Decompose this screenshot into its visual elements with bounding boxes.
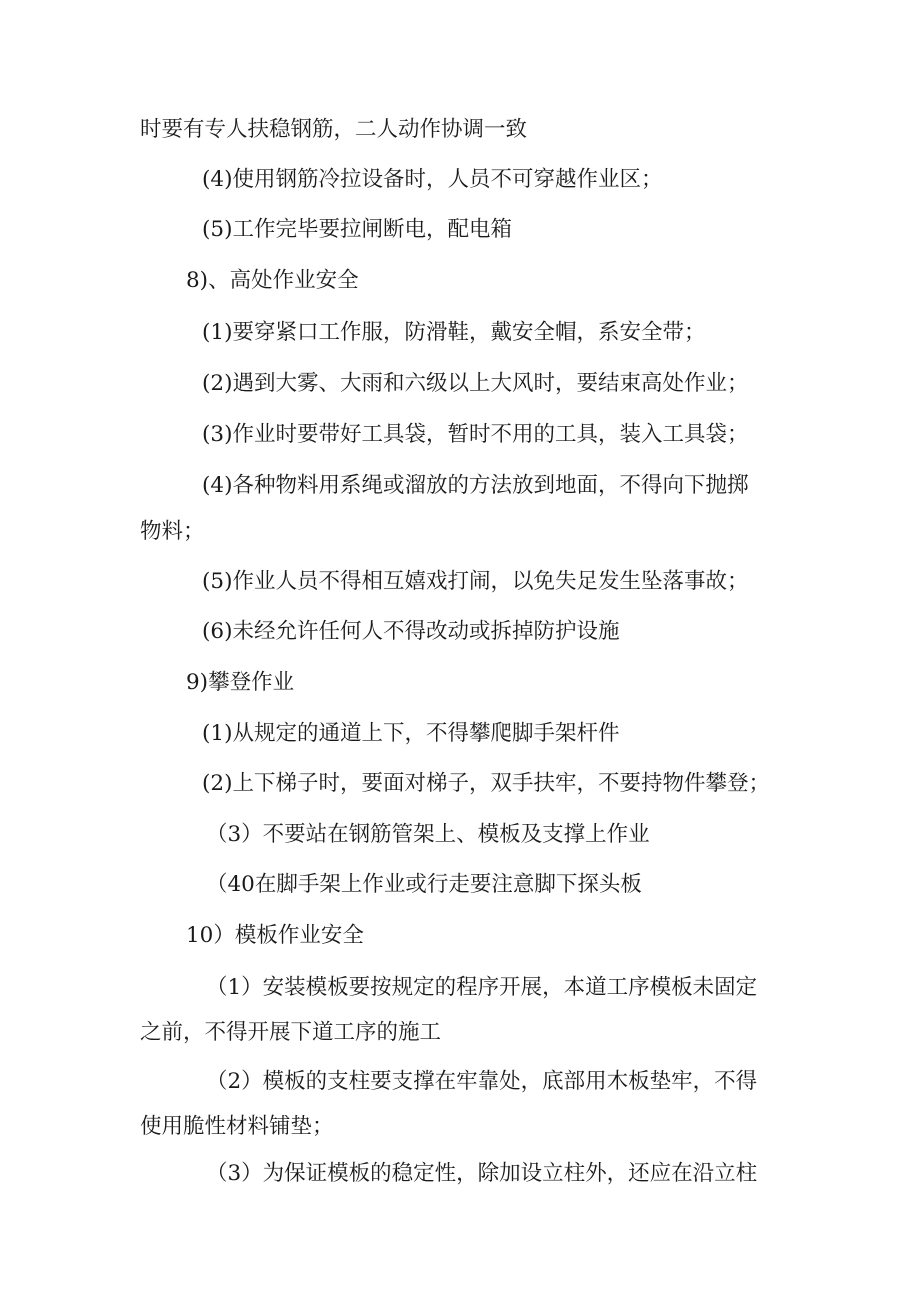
text-line: （2）模板的支柱要支撑在牢靠处，底部用木板垫牢，不得 [206,1069,758,1094]
text-line: (2)遇到大雾、大雨和六级以上大风时，要结束高处作业； [202,371,749,396]
text-line: 之前，不得开展下道工序的施工 [140,1020,442,1045]
text-line: 物料； [140,519,205,544]
section-heading: 10）模板作业安全 [186,923,364,948]
text-line: (5)作业人员不得相互嬉戏打闹，以免失足发生坠落事故； [202,569,749,594]
text-line: 使用脆性材料铺垫； [140,1114,334,1139]
text-line: (6)未经允许任何人不得改动或拆掉防护设施 [202,619,620,644]
text-line: （3）为保证模板的稳定性，除加设立柱外，还应在沿立柱 [206,1161,758,1186]
section-heading: 8)、高处作业安全 [186,268,359,293]
text-line: (3)作业时要带好工具袋，暂时不用的工具，装入工具袋； [202,422,749,447]
text-line: (2)上下梯子时，要面对梯子，双手扶牢，不要持物件攀登； [202,771,770,796]
text-line: 时要有专人扶稳钢筋，二人动作协调一致 [140,117,528,142]
text-line: (5)工作完毕要拉闸断电，配电箱 [202,217,512,242]
text-line: (4)使用钢筋冷拉设备时，人员不可穿越作业区； [202,167,663,192]
text-line: (4)各种物料用系绳或溜放的方法放到地面，不得向下抛掷 [202,473,749,498]
text-line: (1)从规定的通道上下，不得攀爬脚手架杆件 [202,721,620,746]
text-line: （3）不要站在钢筋管架上、模板及支撑上作业 [206,822,650,847]
text-line: (1)要穿紧口工作服，防滑鞋，戴安全帽，系安全带； [202,320,706,345]
section-heading: 9)攀登作业 [186,670,295,695]
text-line: （40在脚手架上作业或行走要注意脚下探头板 [206,872,642,897]
text-line: （1）安装模板要按规定的程序开展，本道工序模板未固定 [206,975,758,1000]
